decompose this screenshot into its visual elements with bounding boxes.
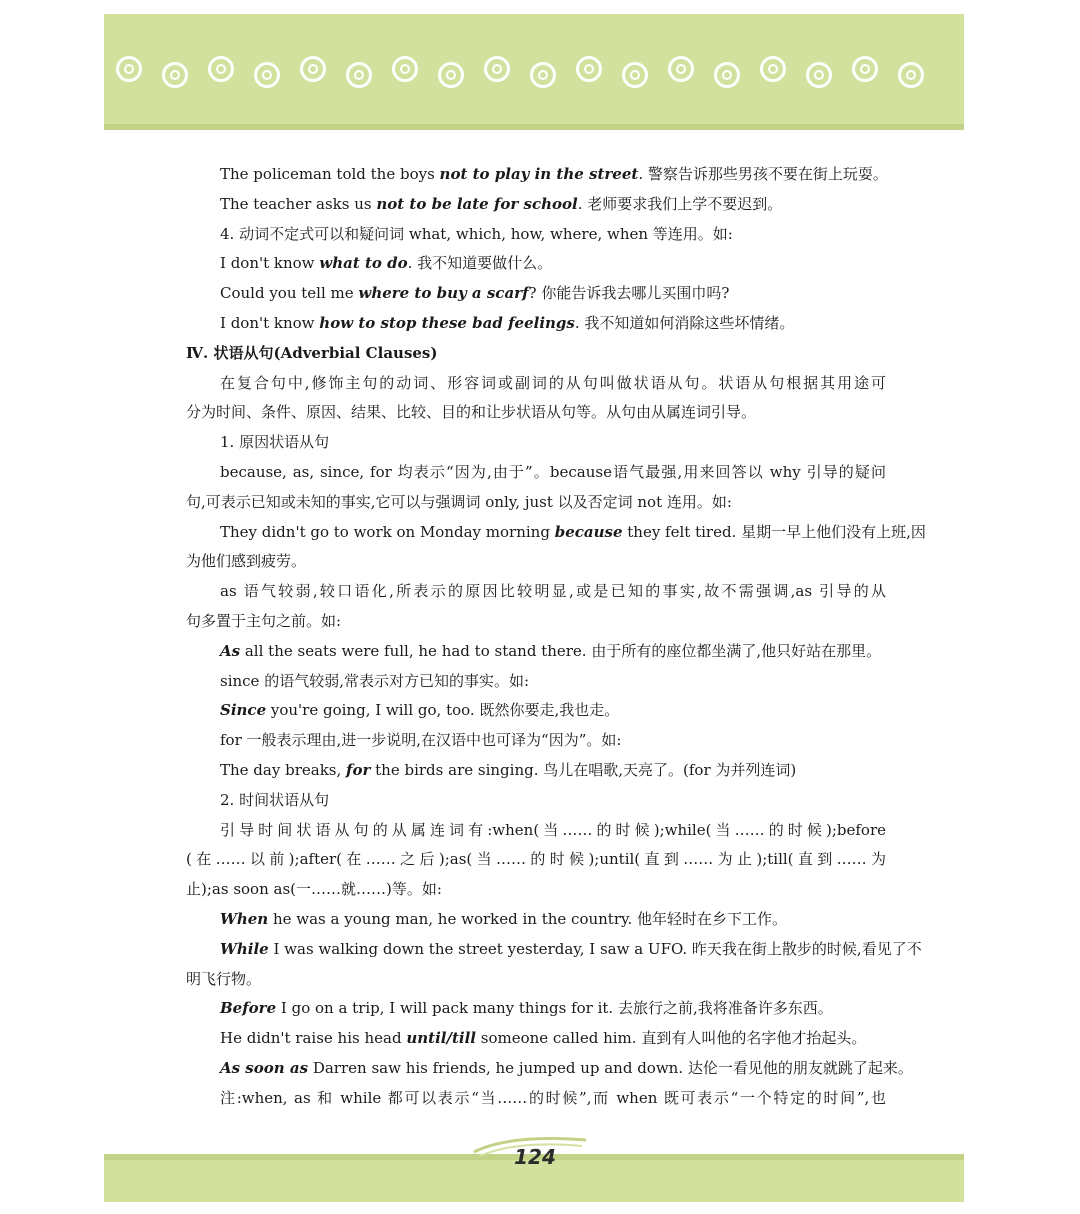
text-segment: all the seats were full, he had to stand there. 由于所有的座位都坐满了,他只好站在那里。 xyxy=(240,641,882,660)
text-line xyxy=(186,696,886,726)
text-segment: 分为时间、条件、原因、结果、比较、目的和让步状语从句等。从句由从属连词引导。 xyxy=(186,403,757,422)
text-segment: ? 你能告诉我去哪儿买围巾吗? xyxy=(528,284,730,303)
text-line xyxy=(186,935,922,965)
text-segment: 2. 时间状语从句 xyxy=(220,790,330,809)
emphasized-phrase: where to buy a scarf xyxy=(358,284,529,303)
ring-icon xyxy=(530,62,556,88)
text-segment: because, as, since, for 均表示“因为,由于”。because语气最强,用来回答以 why 引导的疑问 xyxy=(220,462,886,481)
text-segment: 引导时间状语从句的从属连词有:when(当……的时候);while(当……的时候);before xyxy=(220,820,886,839)
text-segment: since 的语气较弱,常表示对方已知的事实。如: xyxy=(220,671,530,690)
ring-icon xyxy=(346,62,372,88)
ring-icon xyxy=(668,56,694,82)
text-segment: . 老师要求我们上学不要迟到。 xyxy=(577,194,783,213)
text-segment: 明飞行物。 xyxy=(186,969,262,988)
text-segment: I don't know xyxy=(220,313,320,332)
text-segment: . 警察告诉那些男孩不要在街上玩耍。 xyxy=(638,165,888,183)
text-line xyxy=(186,845,886,875)
text-line xyxy=(186,875,886,905)
ring-icon xyxy=(714,62,740,88)
text-segment: you're going, I will go, too. 既然你要走,我也走。 xyxy=(266,701,620,720)
emphasized-phrase: Since xyxy=(220,701,267,720)
text-line xyxy=(186,220,886,250)
ring-icon xyxy=(300,56,326,82)
text-segment: 在复合句中,修饰主句的动词、形容词或副词的从句叫做状语从句。状语从句根据其用途可 xyxy=(220,373,886,392)
text-line xyxy=(186,1054,913,1084)
header-ring-decoration xyxy=(116,54,956,94)
text-line xyxy=(186,607,886,637)
text-line xyxy=(186,190,886,220)
text-segment: 止);as soon as(一……就……)等。如: xyxy=(186,880,442,899)
text-line xyxy=(186,518,926,548)
text-segment: The day breaks, xyxy=(220,760,347,779)
text-segment: he was a young man, he worked in the country. 他年轻时在乡下工作。 xyxy=(268,909,788,928)
text-segment: 4. 动词不定式可以和疑问词 what, which, how, where, when 等连用。如: xyxy=(220,224,733,243)
text-line xyxy=(186,786,886,816)
emphasized-phrase: how to stop these bad feelings xyxy=(319,313,575,332)
text-line xyxy=(186,160,886,190)
text-segment: They didn't go to work on Monday morning xyxy=(220,522,555,541)
text-line xyxy=(186,905,886,935)
text-line xyxy=(186,458,886,488)
emphasized-phrase: until/till xyxy=(406,1029,476,1048)
emphasized-phrase: not to be late for school xyxy=(376,194,578,213)
header-band-edge xyxy=(104,124,964,130)
text-line xyxy=(186,965,886,995)
text-line xyxy=(186,577,886,607)
text-line xyxy=(186,428,886,458)
text-line xyxy=(186,279,886,309)
ring-icon xyxy=(162,62,188,88)
text-segment: . 我不知道要做什么。 xyxy=(407,254,553,273)
text-line xyxy=(186,1084,886,1114)
ring-icon xyxy=(898,62,924,88)
ring-icon xyxy=(852,56,878,82)
ring-icon xyxy=(484,56,510,82)
text-line xyxy=(186,309,886,339)
emphasized-phrase: Before xyxy=(220,999,277,1018)
text-segment: He didn't raise his head xyxy=(220,1029,407,1048)
ring-icon xyxy=(760,56,786,82)
text-line xyxy=(186,1024,886,1054)
text-segment: they felt tired. 星期一早上他们没有上班,因 xyxy=(622,522,926,541)
text-segment: 1. 原因状语从句 xyxy=(220,433,330,452)
emphasized-phrase: While xyxy=(220,939,269,958)
text-segment: 句,可表示已知或未知的事实,它可以与强调词 only, just 以及否定词 not 连用。如: xyxy=(186,492,732,511)
emphasized-phrase: what to do xyxy=(319,254,408,273)
page-number: 124 xyxy=(514,1145,556,1169)
text-segment: The teacher asks us xyxy=(220,194,377,213)
text-line xyxy=(186,249,886,279)
text-line xyxy=(186,547,886,577)
emphasized-phrase: because xyxy=(554,522,623,541)
text-segment: 句多置于主句之前。如: xyxy=(186,611,342,630)
text-line xyxy=(186,667,886,697)
text-line xyxy=(186,756,886,786)
text-segment: I don't know xyxy=(220,254,320,273)
text-line xyxy=(186,994,886,1024)
text-line xyxy=(186,726,886,756)
text-segment: Could you tell me xyxy=(220,284,359,303)
text-segment: 注:when, as 和 while 都可以表示“当……的时候”,而 when 既可表示“一个特定的时间”,也 xyxy=(220,1088,886,1107)
section-heading xyxy=(186,339,886,369)
ring-icon xyxy=(806,62,832,88)
text-line xyxy=(186,398,886,428)
text-segment: I was walking down the street yesterday, I saw a UFO. 昨天我在街上散步的时候,看见了不 xyxy=(268,939,922,958)
text-segment: I go on a trip, I will pack many things for it. 去旅行之前,我将准备许多东西。 xyxy=(276,999,833,1018)
ring-icon xyxy=(208,56,234,82)
text-segment: Ⅳ. 状语从句(Adverbial Clauses) xyxy=(186,343,438,362)
text-segment: as 语气较弱,较口语化,所表示的原因比较明显,或是已知的事实,故不需强调,as 引导的从 xyxy=(220,582,886,601)
text-segment: (在……以前);after(在……之后);as(当……的时候);until(直到……为止);till(直到……为 xyxy=(186,850,886,869)
header-band xyxy=(104,14,964,130)
text-segment: . 我不知道如何消除这些坏情绪。 xyxy=(574,313,795,332)
ring-icon xyxy=(254,62,280,88)
emphasized-phrase: not to play in the street xyxy=(439,165,639,183)
ring-icon xyxy=(438,62,464,88)
text-line xyxy=(186,816,886,846)
emphasized-phrase: When xyxy=(220,909,269,928)
emphasized-phrase: As soon as xyxy=(220,1058,309,1077)
emphasized-phrase: As xyxy=(220,641,241,660)
text-line xyxy=(186,488,886,518)
text-segment: someone called him. 直到有人叫他的名字他才抬起头。 xyxy=(475,1029,867,1048)
text-segment: the birds are singing. 鸟儿在唱歌,天亮了。(for 为并列连词) xyxy=(370,760,797,779)
text-segment: Darren saw his friends, he jumped up and down. 达伦一看见他的朋友就跳了起来。 xyxy=(308,1058,913,1077)
text-line xyxy=(186,637,886,667)
emphasized-phrase: for xyxy=(346,760,371,779)
text-segment: The policeman told the boys xyxy=(220,165,440,183)
ring-icon xyxy=(116,56,142,82)
page-body-text xyxy=(186,160,926,1114)
ring-icon xyxy=(576,56,602,82)
ring-icon xyxy=(392,56,418,82)
text-segment: 为他们感到疲劳。 xyxy=(186,552,307,571)
text-segment: for 一般表示理由,进一步说明,在汉语中也可译为“因为”。如: xyxy=(220,731,622,750)
ring-icon xyxy=(622,62,648,88)
text-line xyxy=(186,369,886,399)
